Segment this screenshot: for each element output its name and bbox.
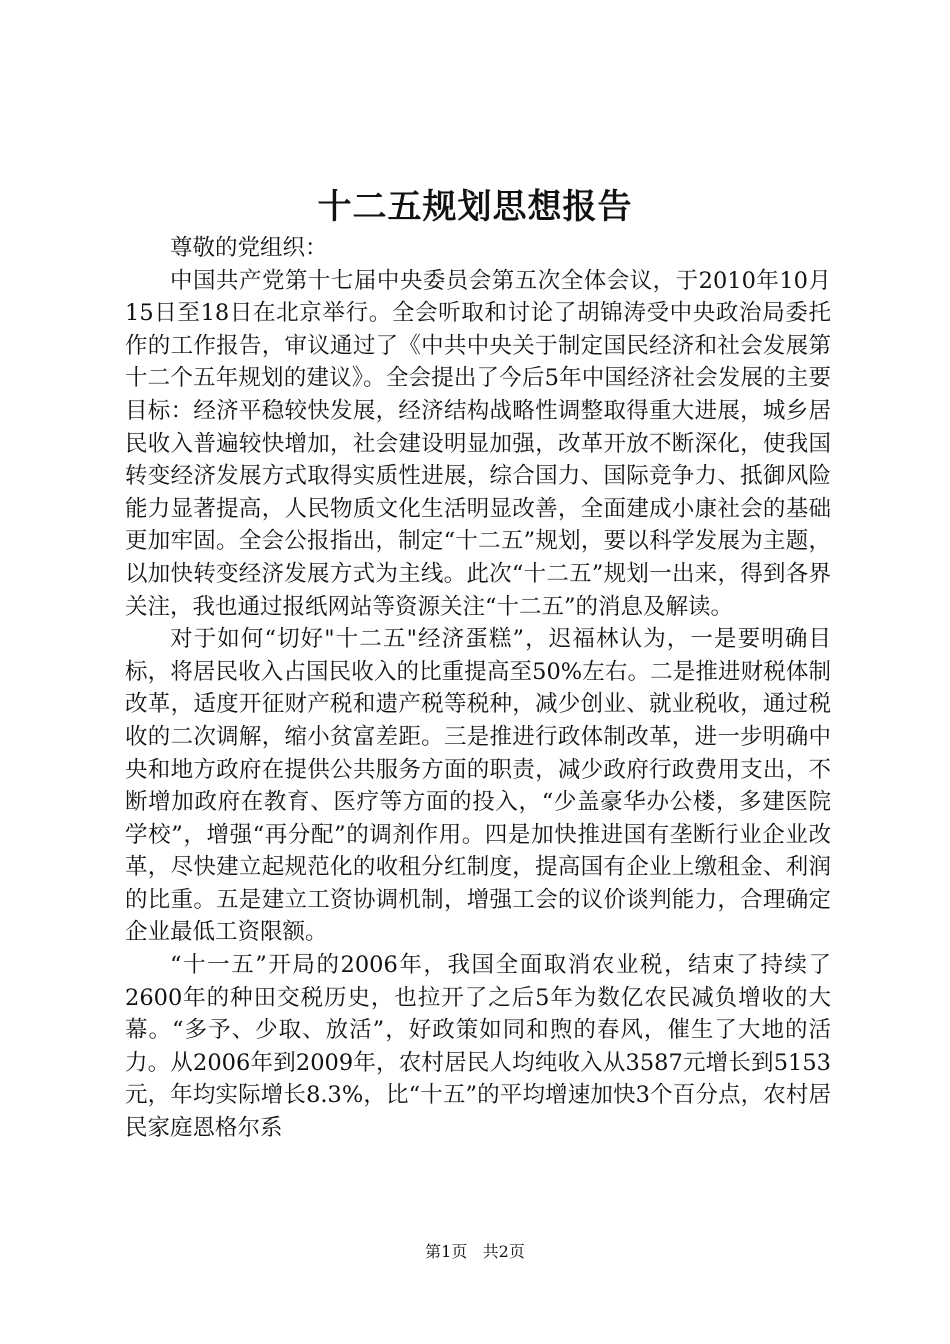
document-title: 十二五规划思想报告 bbox=[317, 187, 633, 227]
page-footer bbox=[0, 1240, 950, 1264]
paragraph-3: “十一五”开局的2006年，我国全面取消农业税，结束了持续了2600年的种田交税历史，也拉开了之后5年为数亿农民减负增收的大幕。“多予、少取、放活”，好政策如同和煦的春风，催生了大地的活力。从2006年到2009年，农村居民人均纯收入从3587元增长到5153元，年均实际增长8.3%，比“十五”的平均增速加快3个百分点，农村居民家庭恩格尔系 bbox=[125, 952, 831, 1142]
page-number: 第1页 bbox=[425, 1242, 468, 1261]
paragraph-1: 中国共产党第十七届中央委员会第五次全体会议，于2010年10月15日至18日在北京举行。全会听取和讨论了胡锦涛受中央政治局委托作的工作报告，审议通过了《中共中央关于制定国民经济和社会发展第十二个五年规划的建议》。全会提出了今后5年中国经济社会发展的主要目标：经济平稳较快发展，经济结构战略性调整取得重大进展，城乡居民收入普遍较快增加，社会建设明显加强，改革开放不断深化，使我国转变经济发展方式取得实质性进展，综合国力、国际竞争力、抵御风险能力显著提高，人民物质文化生活明显改善，全面建成小康社会的基础更加牢固。全会公报指出，制定“十二五”规划，要以科学发展为主题，以加快转变经济发展方式为主线。此次“十二五”规划一出来，得到各界关注，我也通过报纸网站等资源关注“十二五”的消息及解读。 bbox=[125, 267, 831, 620]
salutation: 尊敬的党组织： bbox=[170, 235, 328, 261]
paragraph-2: 对于如何“切好"十二五"经济蛋糕”，迟福林认为，一是要明确目标，将居民收入占国民收入的比重提高至50%左右。二是推进财税体制改革，适度开征财产税和遗产税等税种，减少创业、就业税收，通过税收的二次调解，缩小贫富差距。三是推进行政体制改革，进一步明确中央和地方政府在提供公共服务方面的职责，减少政府行政费用支出，不断增加政府在教育、医疗等方面的投入，“少盖豪华办公楼，多建医院学校”，增强“再分配”的调剂作用。四是加快推进国有垄断行业企业改革，尽快建立起规范化的收租分红制度，提高国有企业上缴租金、利润的比重。五是建立工资协调机制，增强工会的议价谈判能力，合理确定企业最低工资限额。 bbox=[125, 626, 831, 946]
document-body bbox=[125, 232, 831, 1145]
page-total: 共2页 bbox=[482, 1242, 525, 1261]
